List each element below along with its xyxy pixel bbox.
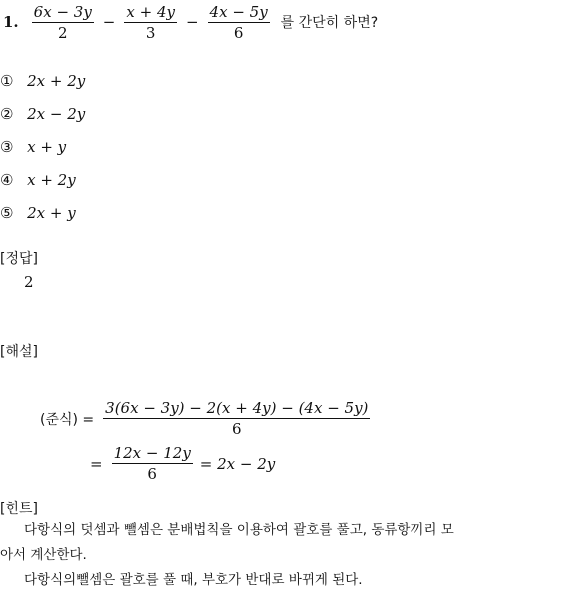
minus-operator-1: − (102, 13, 116, 31)
fraction-term-2 (124, 4, 177, 41)
fraction-term-1-denominator: 2 (57, 23, 68, 42)
question-row (3, 2, 378, 42)
fraction-term-3-numerator: 4x − 5y (209, 2, 268, 21)
fraction-term-2-numerator: x + 4y (126, 2, 175, 21)
hint-line-3: 다항식의뺄셈은 괄호를 풀 때, 부호가 반대로 바뀌게 된다. (24, 572, 363, 588)
answer-label: [정답] (0, 251, 38, 267)
explanation-equals: = (90, 454, 103, 473)
choice-5-text: 2x + y (27, 204, 76, 222)
explanation-line-2 (90, 445, 275, 482)
fraction-term-1 (32, 4, 94, 41)
explanation-fraction-1-denominator: 6 (232, 420, 242, 438)
choice-1-text: 2x + 2y (27, 72, 86, 90)
question-expression (29, 4, 273, 41)
fraction-term-3 (208, 4, 270, 41)
explanation-result: = 2x − 2y (199, 454, 276, 473)
question-suffix: 를 간단히 하면? (280, 15, 379, 31)
hint-line-2: 아서 계산한다. (0, 547, 87, 563)
fraction-term-3-denominator: 6 (233, 23, 244, 42)
choice-2[interactable] (0, 104, 85, 123)
choice-4[interactable] (0, 170, 76, 189)
explanation-fraction-2-denominator: 6 (147, 465, 157, 483)
question-number: 1. (3, 13, 19, 31)
choice-3-text: x + y (27, 138, 67, 156)
answer-value: 2 (24, 273, 34, 291)
choice-1-mark: ① (0, 72, 14, 90)
choice-2-text: 2x − 2y (27, 105, 86, 123)
explanation-line-1 (40, 400, 373, 437)
explanation-fraction-1-numerator: 3(6x − 3y) − 2(x + 4y) − (4x − 5y) (105, 399, 369, 417)
explanation-lhs: (준식) = (40, 411, 95, 428)
choice-5-mark: ⑤ (0, 204, 14, 222)
minus-operator-2: − (185, 13, 199, 31)
choice-4-text: x + 2y (27, 171, 76, 189)
choice-2-mark: ② (0, 105, 14, 123)
fraction-term-2-denominator: 3 (145, 23, 156, 42)
choice-5[interactable] (0, 203, 76, 222)
choice-1[interactable] (0, 71, 85, 90)
choice-3[interactable] (0, 137, 66, 156)
explanation-fraction-1 (103, 400, 370, 437)
explanation-fraction-2-numerator: 12x − 12y (113, 444, 191, 462)
explanation-label: [해설] (0, 344, 38, 360)
fraction-term-1-numerator: 6x − 3y (33, 2, 92, 21)
explanation-fraction-2 (112, 445, 193, 482)
hint-label: [힌트] (0, 501, 38, 517)
hint-line-1: 다항식의 덧셈과 뺄셈은 분배법칙을 이용하여 괄호를 풀고, 동류항끼리 모 (24, 522, 454, 538)
choice-3-mark: ③ (0, 138, 14, 156)
choice-4-mark: ④ (0, 171, 14, 189)
